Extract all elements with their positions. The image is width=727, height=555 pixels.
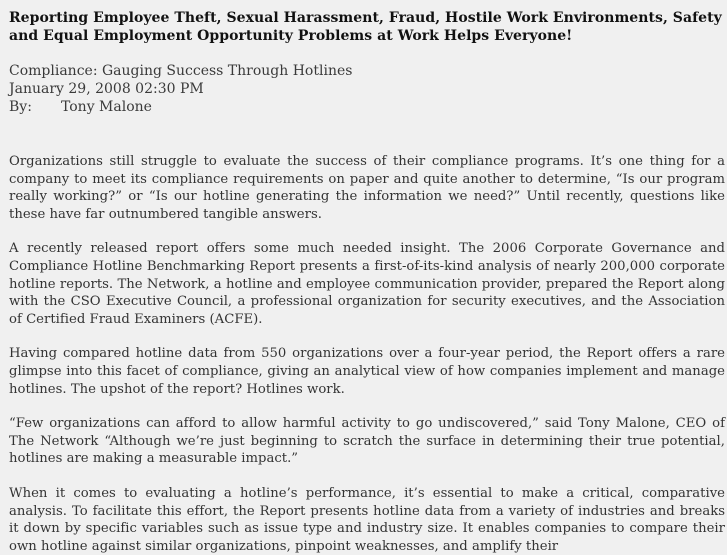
article-date: January 29, 2008 02:30 PM (9, 81, 204, 97)
article-headline: Reporting Employee Theft, Sexual Harassment, Fraud, Hostile Work Environments, Safety and Equal Employment Opportunity Problems at Work Helps Everyone! (9, 10, 722, 44)
article-section: Compliance: Gauging Success Through Hotlines (9, 63, 353, 79)
article-paragraph: Having compared hotline data from 550 organizations over a four-year period, the Report offers a rare glimpse into this facet of compliance, giving an analytical view of how companies implement and manage hotlines. The upshot of the report? Hotlines work. (9, 346, 725, 397)
byline-label: By: (9, 99, 32, 115)
article-paragraph: A recently released report offers some much needed insight. The 2006 Corporate Governance and Compliance Hotline Benchmarking Report presents a first-of-its-kind analysis of nearly 200,000 corporate hotline reports. The Network, a hotline and employee communication provider, prepared the Report along with the CSO Executive Council, a professional organization for security executives, and the Association of Certified Fraud Examiners (ACFE). (9, 241, 725, 327)
article-paragraph: When it comes to evaluating a hotline’s performance, it’s essential to make a critical, comparative analysis. To facilitate this effort, the Report presents hotline data from a variety of industries and breaks it down by specific variables such as issue type and industry size. It enables companies to compare their own hotline against similar organizations, pinpoint weaknesses, and amplify their (9, 485, 725, 554)
article-paragraph: “Few organizations can afford to allow harmful activity to go undiscovered,” said Tony Malone, CEO of The Network “Although we’re just beginning to scratch the surface in determining their true potential, hotlines are making a measurable impact.” (9, 416, 725, 467)
article-paragraph: Organizations still struggle to evaluate the success of their compliance programs. It’s one thing for a company to meet its compliance requirements on paper and quite another to determine, “Is our program really working?” or “Is our hotline generating the information we need?” Until recently, questions like these have far outnumbered tangible answers. (9, 154, 725, 222)
article-body (9, 153, 725, 555)
article-meta (9, 62, 725, 116)
article-byline (9, 98, 725, 116)
byline-author: Tony Malone (61, 99, 152, 115)
